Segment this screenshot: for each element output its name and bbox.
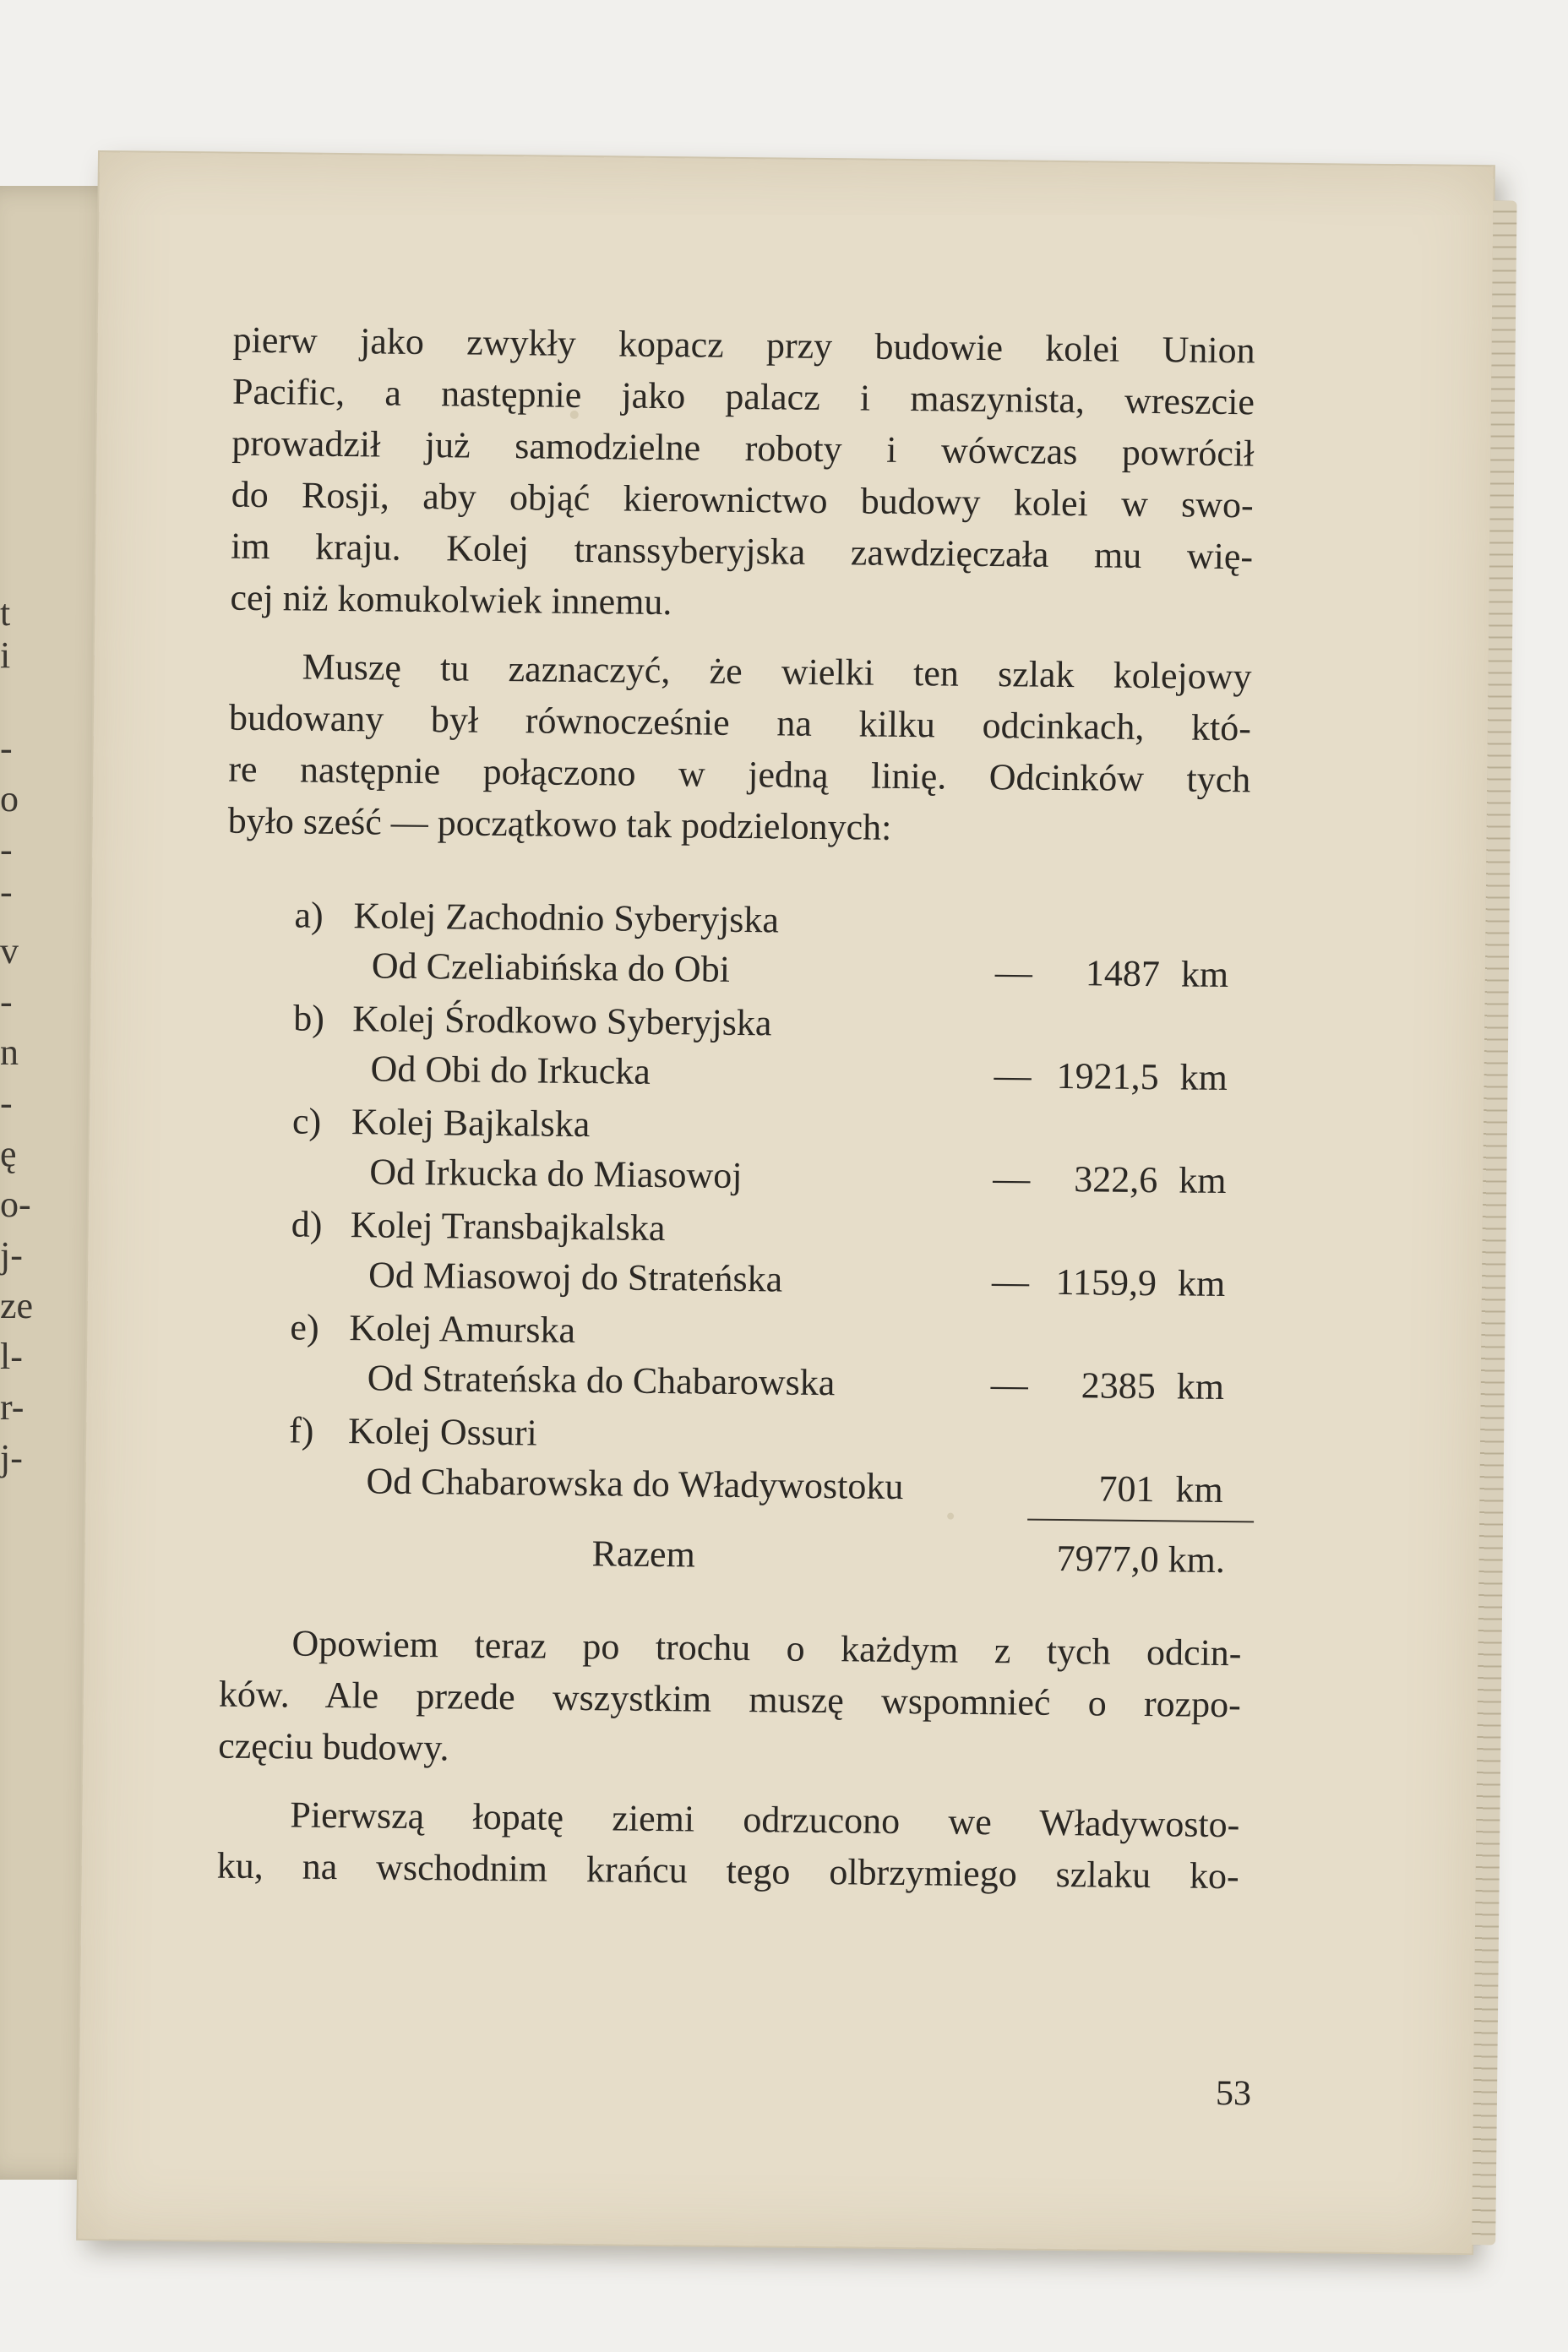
dash: — — [994, 1054, 1032, 1097]
left-page-fragment: ze — [0, 1285, 34, 1326]
left-page-fragment: j- — [0, 1234, 23, 1276]
left-page-fragment: n — [0, 1032, 19, 1073]
paragraph — [218, 1617, 1242, 1783]
left-page-fragment: i — [0, 634, 11, 676]
left-page-fragment: - — [0, 727, 13, 769]
railway-name: Kolej Amurska — [349, 1307, 576, 1351]
list-item — [224, 1095, 1247, 1209]
item-letter: c) — [291, 1100, 322, 1142]
left-page-fragment: o — [0, 778, 19, 819]
railway-name: Kolej Bajkalska — [351, 1101, 591, 1146]
left-page-fragment: - — [0, 1082, 13, 1124]
book-page — [78, 152, 1494, 2253]
item-letter: f) — [288, 1409, 314, 1451]
distance-value: 1159,9 — [1055, 1260, 1157, 1304]
left-page-fragment: - — [0, 871, 13, 912]
item-letter: a) — [294, 894, 324, 936]
distance-value: 2385 — [1081, 1364, 1157, 1407]
text-line: Opowiem teraz po trochu o każdym z tych odcin- — [291, 1622, 1242, 1674]
item-letter: e) — [290, 1306, 319, 1348]
total-label: Razem — [591, 1533, 696, 1576]
page-stack-edge — [1472, 200, 1516, 2245]
left-page-fragment: - — [0, 829, 13, 870]
distance-value: 701 — [1098, 1467, 1155, 1511]
text-line: pierw jako zwykły kopacz przy budowie kolei Union — [232, 318, 1255, 372]
item-letter: b) — [293, 997, 325, 1039]
page-number: 53 — [1215, 2073, 1252, 2114]
railway-name: Kolej Środkowo Syberyjska — [352, 998, 772, 1044]
dash: — — [991, 1260, 1030, 1303]
railway-name: Kolej Transbajkalska — [350, 1204, 666, 1250]
railway-route: Od Strateńska do Chabarowska — [367, 1357, 836, 1404]
left-page-fragment: t — [0, 592, 11, 634]
distance-unit: km — [1179, 1056, 1228, 1099]
dash: — — [994, 951, 1033, 994]
text-line: do Rosji, aby objąć kierownictwo budowy kolei w swo- — [231, 473, 1254, 526]
text-line: re następnie połączono w jedną linię. Odcinków tych — [228, 748, 1251, 801]
total-row — [220, 1524, 1243, 1609]
left-page-fragment: ę — [0, 1133, 17, 1174]
left-page-fragment: r- — [0, 1386, 24, 1428]
text-line: Pierwszą łopatę ziemi odrzucono we Władywosto- — [290, 1794, 1240, 1846]
railway-route: Od Irkucka do Miasowoj — [369, 1151, 743, 1197]
railway-name: Kolej Ossuri — [347, 1410, 538, 1454]
distance-value: 1921,5 — [1056, 1054, 1159, 1098]
railway-route: Od Miasowoj do Strateńska — [368, 1254, 783, 1300]
left-page-fragment: - — [0, 981, 13, 1022]
paragraph — [216, 1788, 1239, 1903]
left-page-fragment: o- — [0, 1184, 31, 1225]
list-item — [221, 1301, 1244, 1415]
railway-name: Kolej Zachodnio Syberyjska — [353, 895, 780, 941]
railway-route: Od Chabarowska do Władywostoku — [366, 1460, 904, 1508]
text-line: prowadził już samodzielne roboty i wówczas powrócił — [231, 422, 1255, 475]
item-letter: d) — [291, 1203, 323, 1245]
distance-unit: km — [1175, 1468, 1223, 1511]
body-text — [216, 314, 1255, 1919]
distance-unit: km — [1176, 1365, 1225, 1408]
distance-value: 322,6 — [1074, 1158, 1158, 1201]
text-line: było sześć — początkowo tak podzielonych: — [227, 799, 892, 848]
distance-unit: km — [1179, 1159, 1227, 1202]
left-page-fragment: v — [0, 930, 19, 972]
text-line: Muszę tu zaznaczyć, że wielki ten szlak kolejowy — [302, 645, 1252, 698]
text-line: Pacific, a następnie jako palacz i maszynista, wreszcie — [231, 370, 1255, 423]
distance-unit: km — [1180, 953, 1229, 996]
text-line: cej niż komukolwiek innemu. — [230, 576, 672, 623]
distance-unit: km — [1177, 1262, 1226, 1305]
list-item — [226, 889, 1250, 1003]
left-page-fragment: j- — [0, 1437, 23, 1478]
list-item — [220, 1404, 1244, 1518]
text-line: ku, na wschodnim krańcu tego olbrzymiego szlaku ko- — [216, 1844, 1239, 1897]
total-value: 7977,0 km. — [1056, 1537, 1226, 1582]
paragraph — [230, 314, 1255, 634]
railway-sections-list — [220, 889, 1250, 1609]
list-item — [223, 1198, 1246, 1312]
text-line: im kraju. Kolej transsyberyjska zawdzięczała mu wię- — [230, 525, 1254, 578]
sum-rule — [1027, 1519, 1254, 1523]
dash: — — [990, 1364, 1029, 1406]
left-page-fragment: l- — [0, 1336, 23, 1377]
dash: — — [993, 1157, 1031, 1200]
list-item — [225, 992, 1248, 1106]
railway-route: Od Obi do Irkucka — [370, 1048, 651, 1092]
text-line: budowany był równocześnie na kilku odcinkach, któ- — [228, 696, 1252, 749]
paragraph — [227, 640, 1251, 858]
railway-route: Od Czeliabińska do Obi — [371, 945, 731, 990]
text-line: częciu budowy. — [218, 1724, 449, 1769]
text-line: ków. Ale przede wszystkim muszę wspomnieć o rozpo- — [218, 1673, 1242, 1726]
distance-value: 1487 — [1085, 952, 1161, 995]
